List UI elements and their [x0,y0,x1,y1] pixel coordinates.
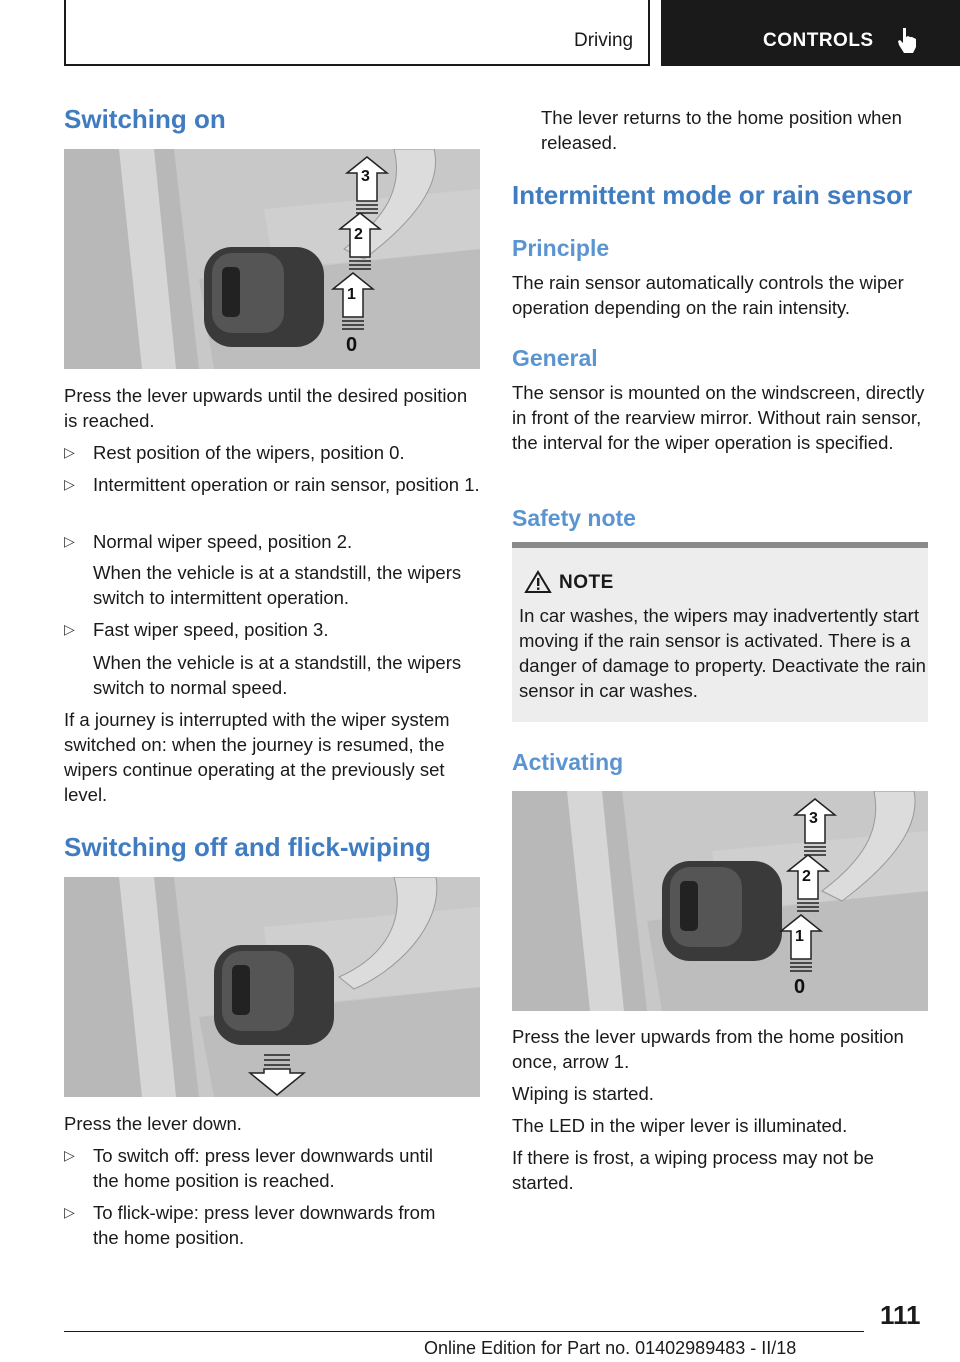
pointing-hand-icon [895,26,921,54]
list-item-subtext: When the vehicle is at a standstill, the wipers switch to intermittent operation. [93,562,462,608]
header-divider [648,0,650,66]
figure-lever-activate [512,791,928,1011]
warning-triangle-icon [524,570,552,594]
heading-switching-off: Switching off and flick-wiping [64,832,431,862]
figure-lever-up [64,149,480,369]
activating-line: The LED in the wiper lever is illuminated. [512,1115,848,1136]
note-bar [512,542,928,548]
switching-on-outro: If a journey is interrupted with the wiper system switched on: when the journey is resumed, the wipers continue operating at the previously set level. [64,709,450,805]
figure-label: 3 [361,168,370,185]
figure-lever-down [64,877,480,1097]
triangle-bullet-icon: ▷ [64,476,75,492]
triangle-bullet-icon: ▷ [64,533,75,549]
heading-general: General [512,345,598,371]
list-item-text: Rest position of the wipers, position 0. [93,442,405,463]
heading-principle: Principle [512,235,610,261]
figure-label: 1 [347,286,356,303]
switching-off-intro: Press the lever down. [64,1113,242,1134]
heading-switching-on: Switching on [64,104,226,134]
figure-label: 0 [794,976,806,998]
note-box [512,542,928,722]
heading-intermittent: Intermittent mode or rain sensor [512,180,913,210]
header-section-title: Driving [574,30,634,51]
activating-line: Press the lever upwards from the home position once, arrow 1. [512,1026,904,1072]
list-item-text: To switch off: press lever downwards until the home position is reached. [93,1145,434,1191]
heading-safety-note: Safety note [512,505,636,531]
figure-label: 0 [346,334,358,356]
activating-line: If there is frost, a wiping process may not be started. [512,1147,874,1193]
triangle-bullet-icon: ▷ [64,621,75,637]
footer-edition: Online Edition for Part no. 01402989483 - II/18 [424,1338,797,1358]
note-text: In car washes, the wipers may inadvertently start moving if the rain sensor is activated. There is a danger of damage to property. Deactivate the rain sensor in car washes. [519,605,926,701]
note-title: NOTE [559,572,614,593]
activating-line: Wiping is started. [512,1083,654,1104]
header-rule [64,64,650,66]
footer-rule [64,1331,864,1332]
list-item-text: Fast wiper speed, position 3. [93,619,329,640]
list-item-subtext: When the vehicle is at a standstill, the wipers switch to normal speed. [93,652,462,698]
triangle-bullet-icon: ▷ [64,444,75,460]
header-tab [661,0,960,66]
switching-on-intro: Press the lever upwards until the desired position is reached. [64,385,468,431]
list-item-text: Normal wiper speed, position 2. [93,531,353,552]
list-item-text: To flick-wipe: press lever downwards from the home position. [93,1202,436,1248]
figure-label: 1 [795,928,804,945]
header-border [64,0,66,66]
general-text: The sensor is mounted on the windscreen, directly in front of the rearview mirror. Without rain sensor, the interval for the wiper operation is specified. [512,382,925,453]
principle-text: The rain sensor automatically controls the wiper operation depending on the rain intensity. [512,272,904,318]
page-number: 111 [880,1300,921,1330]
continuation-text: The lever returns to the home position when released. [541,107,902,153]
triangle-bullet-icon: ▷ [64,1147,75,1163]
triangle-bullet-icon: ▷ [64,1204,75,1220]
heading-activating: Activating [512,749,624,775]
figure-label: 3 [809,810,818,827]
header-tab-label: CONTROLS [763,30,874,51]
figure-label: 2 [802,868,811,885]
figure-label: 2 [354,226,363,243]
list-item-text: Intermittent operation or rain sensor, position 1. [93,474,480,495]
